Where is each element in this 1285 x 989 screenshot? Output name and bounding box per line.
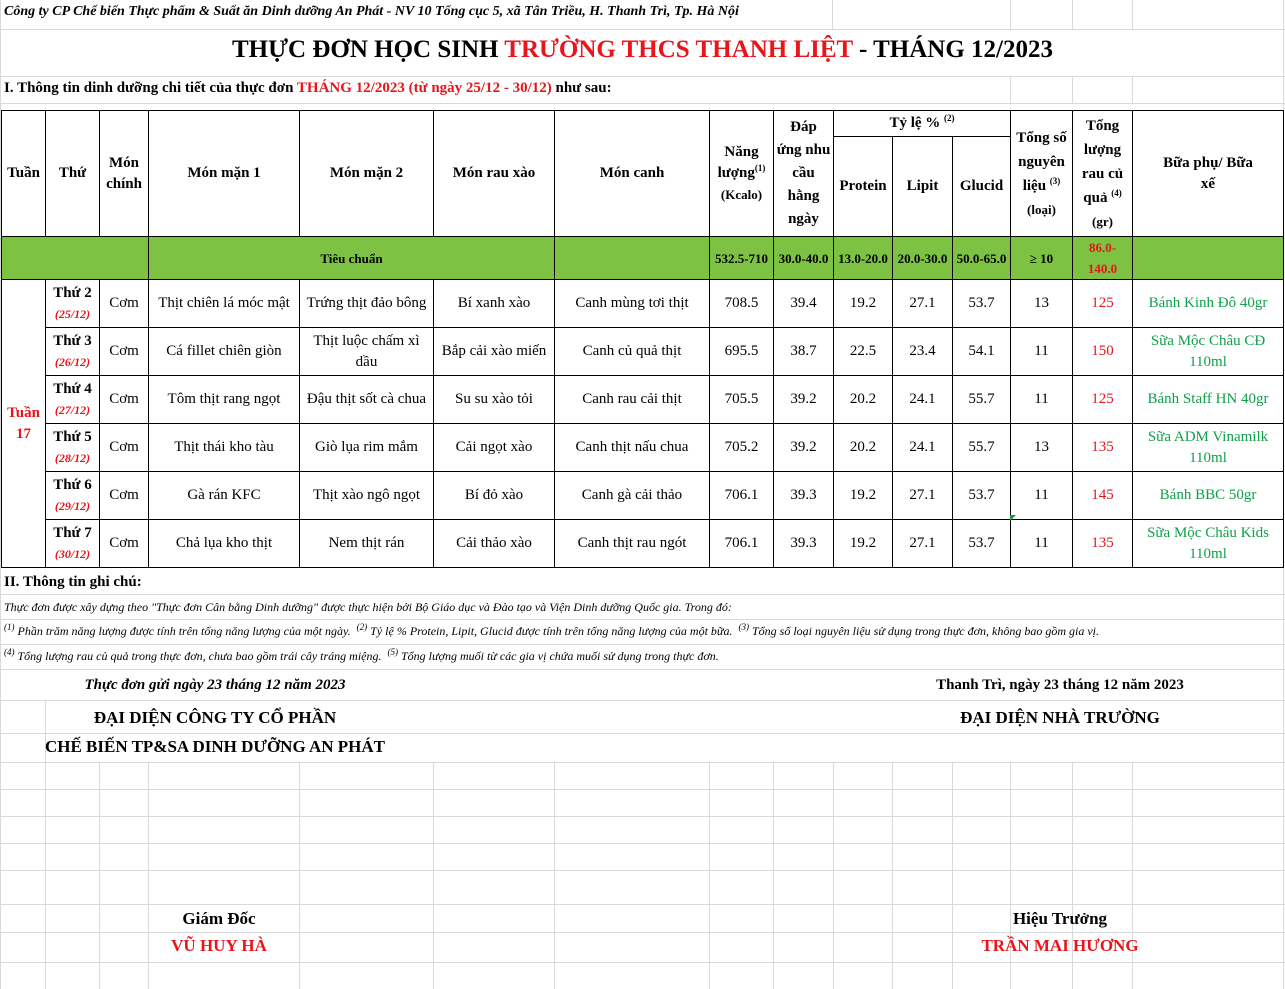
standard-daily: 30.0-40.0 xyxy=(774,237,834,280)
table-row xyxy=(2,520,1284,568)
day-label: Thứ 5 xyxy=(53,428,92,445)
cell-dish2: Giò lụa rim mắm xyxy=(300,424,434,472)
director-name: VŨ HUY HÀ xyxy=(171,936,267,955)
header-ratio-label: Tỷ lệ % xyxy=(889,115,941,131)
cell-energy: 705.2 xyxy=(710,424,774,472)
header-week: Tuần xyxy=(2,111,46,237)
standard-ingredients: ≥ 10 xyxy=(1011,237,1073,280)
cell-daily: 39.4 xyxy=(774,280,834,328)
cell-soup: Canh thịt rau ngót xyxy=(555,520,710,568)
standard-energy: 532.5-710 xyxy=(710,237,774,280)
cell-dish2: Thịt luộc chấm xì dầu xyxy=(300,328,434,376)
cell-dish1: Thịt thái kho tàu xyxy=(149,424,300,472)
title-part3: - THÁNG 12/2023 xyxy=(852,36,1053,63)
header-day: Thứ xyxy=(46,111,100,237)
cell-ingredients: 11 xyxy=(1011,472,1073,520)
cell-daily: 39.3 xyxy=(774,472,834,520)
cell-glucid: 53.7 xyxy=(953,472,1011,520)
section2-heading: II. Thông tin ghi chú: xyxy=(4,574,142,590)
cell-veg: Cải ngọt xào xyxy=(434,424,555,472)
day-date: (26/12) xyxy=(54,354,91,369)
cell-ingredients: 11 xyxy=(1011,376,1073,424)
note5-sup: (5) xyxy=(387,647,398,657)
cell-daily: 39.3 xyxy=(774,520,834,568)
cell-glucid: 55.7 xyxy=(953,376,1011,424)
cell-ingredients: 13 xyxy=(1011,280,1073,328)
menu-rows xyxy=(2,280,1284,568)
cell-main: Cơm xyxy=(100,328,149,376)
cell-glucid: 55.7 xyxy=(953,424,1011,472)
cell-snack: Bánh Staff HN 40gr xyxy=(1133,376,1284,424)
section1-prefix: I. Thông tin dinh dưỡng chi tiết của thực đơn xyxy=(4,80,297,96)
week-cell: Tuần 17 xyxy=(2,280,46,568)
company-line: Công ty CP Chế biến Thực phẩm & Suất ăn Dinh dưỡng An Phát - NV 10 Tổng cục 5, xã Tân Triều, H. Thanh Trì, Tp. Hà Nội xyxy=(4,4,739,19)
cell-lipit: 24.1 xyxy=(893,424,953,472)
day-date: (29/12) xyxy=(54,498,91,513)
header-veg: Món rau xào xyxy=(434,111,555,237)
header-snack: Bữa phụ/ Bữa xế xyxy=(1133,111,1284,237)
cell-dish1: Thịt chiên lá móc mật xyxy=(149,280,300,328)
day-label: Thứ 4 xyxy=(53,380,92,397)
header-soup: Món canh xyxy=(555,111,710,237)
cell-dish1: Cá fillet chiên giòn xyxy=(149,328,300,376)
cell-veg: Bắp cải xào miến xyxy=(434,328,555,376)
cell-dish1: Gà rán KFC xyxy=(149,472,300,520)
cell-soup: Canh mùng tơi thịt xyxy=(555,280,710,328)
note3-text: Tổng số loại nguyên liệu sử dụng trong thực đơn, không bao gồm gia vị. xyxy=(748,624,1100,638)
table-row xyxy=(2,376,1284,424)
header-dish2: Món mặn 2 xyxy=(300,111,434,237)
note2-sup: (2) xyxy=(356,622,368,632)
note4-text: Tổng lượng rau củ quả trong thực đơn, chưa bao gồm trái cây tráng miệng. xyxy=(14,649,382,663)
cell-veggies: 135 xyxy=(1073,424,1133,472)
day-date: (25/12) xyxy=(54,306,91,321)
cell-protein: 19.2 xyxy=(834,280,893,328)
place-date: Thanh Trì, ngày 23 tháng 12 năm 2023 xyxy=(936,677,1184,693)
notes-line-3 xyxy=(4,649,719,664)
cell-snack: Bánh BBC 50gr xyxy=(1133,472,1284,520)
table-row xyxy=(2,280,1284,328)
note3-sup: (3) xyxy=(738,622,749,632)
cell-ingredients: 11 xyxy=(1011,328,1073,376)
cell-dish2: Nem thịt rán xyxy=(300,520,434,568)
header-ratio-sup: (2) xyxy=(944,113,955,123)
note1-text: Phần trăm năng lượng được tính trên tổng năng lượng của một ngày. xyxy=(14,624,351,638)
cell-veggies: 150 xyxy=(1073,328,1133,376)
table-row xyxy=(2,472,1284,520)
title-part1: THỰC ĐƠN HỌC SINH xyxy=(232,36,505,63)
notes-intro: Thực đơn được xây dựng theo "Thực đơn Cân bằng Dinh dưỡng" được thực hiện bởi Bộ Giáo dục và Đào tạo và Viện Dinh dưỡng Quốc gia. Trong đó: xyxy=(4,600,732,614)
cell-dish1: Chả lụa kho thịt xyxy=(149,520,300,568)
cell-glucid: 54.1 xyxy=(953,328,1011,376)
cell-main: Cơm xyxy=(100,424,149,472)
day-date: (27/12) xyxy=(54,402,91,417)
note2-text: Tỷ lệ % Protein, Lipit, Glucid được tính trên tổng năng lượng của một bữa. xyxy=(367,624,733,638)
cell-daily: 38.7 xyxy=(774,328,834,376)
header-veggies-sup: (4) xyxy=(1111,187,1122,198)
section1-suffix: như sau: xyxy=(551,80,612,96)
cell-daily: 39.2 xyxy=(774,376,834,424)
day-cell xyxy=(46,472,100,520)
cell-main: Cơm xyxy=(100,472,149,520)
cell-lipit: 24.1 xyxy=(893,376,953,424)
day-cell xyxy=(46,520,100,568)
cell-protein: 22.5 xyxy=(834,328,893,376)
director-title: Giám Đốc xyxy=(182,909,256,928)
title-school: TRƯỜNG THCS THANH LIỆT xyxy=(504,36,853,63)
company-rep-line1: ĐẠI DIỆN CÔNG TY CỔ PHẦN xyxy=(93,708,337,727)
standard-row xyxy=(2,237,1284,280)
header-protein: Protein xyxy=(834,137,893,237)
cell-soup: Canh rau cải thịt xyxy=(555,376,710,424)
day-date: (30/12) xyxy=(54,546,91,561)
cell-protein: 20.2 xyxy=(834,376,893,424)
header-ingredients-label: Tổng số nguyên liệu xyxy=(1016,129,1067,194)
cell-snack: Bánh Kinh Đô 40gr xyxy=(1133,280,1284,328)
cell-lipit: 27.1 xyxy=(893,472,953,520)
cell-snack: Sữa ADM Vinamilk 110ml xyxy=(1133,424,1284,472)
school-rep: ĐẠI DIỆN NHÀ TRƯỜNG xyxy=(960,708,1160,727)
cell-glucid: 53.7 xyxy=(953,280,1011,328)
header-veggies xyxy=(1073,111,1133,237)
cell-veg: Bí đỏ xào xyxy=(434,472,555,520)
cell-veg: Su su xào tỏi xyxy=(434,376,555,424)
section1-highlight: THÁNG 12/2023 (từ ngày 25/12 - 30/12) xyxy=(296,80,552,96)
cell-energy: 706.1 xyxy=(710,520,774,568)
day-cell xyxy=(46,280,100,328)
note5-text: Tổng lượng muối từ các gia vị chứa muối sử dụng trong thực đơn. xyxy=(397,649,719,663)
day-label: Thứ 3 xyxy=(53,332,92,349)
header-row-1 xyxy=(2,111,1284,137)
cell-energy: 705.5 xyxy=(710,376,774,424)
cell-main: Cơm xyxy=(100,520,149,568)
header-ingredients xyxy=(1011,111,1073,237)
cell-main: Cơm xyxy=(100,280,149,328)
cell-soup: Canh thịt nấu chua xyxy=(555,424,710,472)
day-cell xyxy=(46,424,100,472)
header-dish1: Món mặn 1 xyxy=(149,111,300,237)
standard-label: Tiêu chuẩn xyxy=(149,237,555,280)
cell-dish2: Thịt xào ngô ngọt xyxy=(300,472,434,520)
note4-sup: (4) xyxy=(4,647,15,657)
day-label: Thứ 2 xyxy=(53,284,92,301)
cell-soup: Canh gà cải thảo xyxy=(555,472,710,520)
header-lipit: Lipit xyxy=(893,137,953,237)
header-main: Món chính xyxy=(100,111,149,237)
note1-sup: (1) xyxy=(4,622,15,632)
cell-veggies: 135 xyxy=(1073,520,1133,568)
header-energy xyxy=(710,111,774,237)
day-cell xyxy=(46,376,100,424)
cell-veggies: 125 xyxy=(1073,280,1133,328)
page-title xyxy=(0,36,1285,64)
table-row xyxy=(2,424,1284,472)
cell-dish2: Đậu thịt sốt cà chua xyxy=(300,376,434,424)
cell-main: Cơm xyxy=(100,376,149,424)
cell-protein: 19.2 xyxy=(834,520,893,568)
header-daily: Đáp ứng nhu cầu hằng ngày xyxy=(774,111,834,237)
day-label: Thứ 7 xyxy=(53,524,92,541)
cell-daily: 39.2 xyxy=(774,424,834,472)
day-date: (28/12) xyxy=(54,450,91,465)
header-ingredients-unit: (loại) xyxy=(1027,201,1056,217)
cell-protein: 20.2 xyxy=(834,424,893,472)
cell-ingredients: 13 xyxy=(1011,424,1073,472)
cell-dish1: Tôm thịt rang ngọt xyxy=(149,376,300,424)
principal-title: Hiệu Trưởng xyxy=(1012,909,1108,928)
cell-protein: 19.2 xyxy=(834,472,893,520)
cell-veggies: 125 xyxy=(1073,376,1133,424)
day-label: Thứ 6 xyxy=(53,476,92,493)
cell-energy: 708.5 xyxy=(710,280,774,328)
day-cell xyxy=(46,328,100,376)
header-ratio xyxy=(834,111,1011,137)
cell-energy: 695.5 xyxy=(710,328,774,376)
cell-snack: Sữa Mộc Châu CĐ 110ml xyxy=(1133,328,1284,376)
cell-veggies: 145 xyxy=(1073,472,1133,520)
header-ingredients-sup: (3) xyxy=(1049,175,1061,186)
cell-ingredients: 11 xyxy=(1011,520,1073,568)
header-energy-sup: (1) xyxy=(754,162,766,173)
cell-energy: 706.1 xyxy=(710,472,774,520)
cell-glucid: 53.7 xyxy=(953,520,1011,568)
menu-table xyxy=(1,110,1284,568)
cell-dish2: Trứng thịt đảo bông xyxy=(300,280,434,328)
table-row xyxy=(2,328,1284,376)
company-rep-line2: CHẾ BIẾN TP&SA DINH DƯỠNG AN PHÁT xyxy=(44,737,386,756)
standard-protein: 13.0-20.0 xyxy=(834,237,893,280)
header-energy-label: Năng lượng xyxy=(717,143,759,181)
cell-lipit: 27.1 xyxy=(893,280,953,328)
cell-comment-marker xyxy=(1010,515,1016,521)
cell-veg: Cải thảo xào xyxy=(434,520,555,568)
cell-lipit: 23.4 xyxy=(893,328,953,376)
standard-glucid: 50.0-65.0 xyxy=(953,237,1011,280)
standard-lipit: 20.0-30.0 xyxy=(893,237,953,280)
cell-lipit: 27.1 xyxy=(893,520,953,568)
header-energy-unit: (Kcalo) xyxy=(720,186,763,202)
cell-snack: Sữa Mộc Châu Kids 110ml xyxy=(1133,520,1284,568)
sent-date: Thực đơn gửi ngày 23 tháng 12 năm 2023 xyxy=(84,677,346,693)
cell-soup: Canh củ quả thịt xyxy=(555,328,710,376)
section1-heading xyxy=(4,80,612,97)
notes-line-2 xyxy=(4,624,1099,639)
cell-veg: Bí xanh xào xyxy=(434,280,555,328)
header-glucid: Glucid xyxy=(953,137,1011,237)
principal-name: TRẦN MAI HƯƠNG xyxy=(981,936,1139,955)
header-veggies-unit: (gr) xyxy=(1092,213,1113,229)
header-veggies-label: Tổng lượng rau củ quả xyxy=(1081,117,1124,206)
standard-veggies: 86.0-140.0 xyxy=(1073,237,1133,280)
